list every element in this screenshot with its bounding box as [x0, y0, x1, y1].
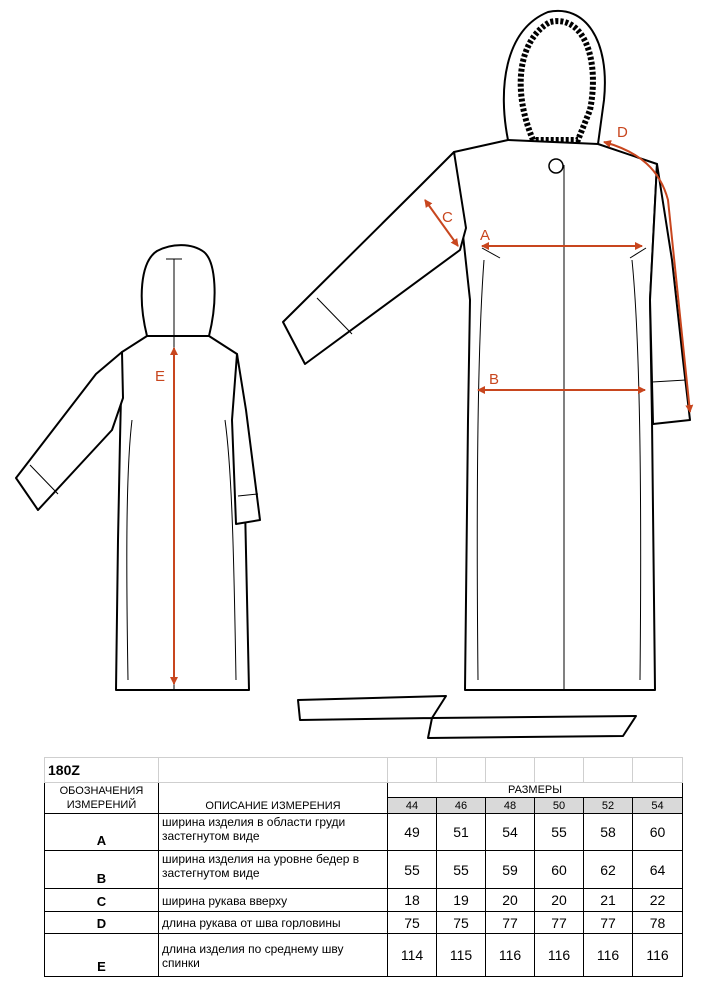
measure-value: 49 — [388, 814, 437, 851]
measure-value: 116 — [486, 934, 535, 977]
measure-description: длина изделия по среднему шву спинки — [159, 934, 388, 977]
header-description: ОПИСАНИЕ ИЗМЕРЕНИЯ — [159, 783, 388, 814]
label-a: A — [480, 227, 491, 244]
measure-description: ширина изделия в области груди застегнутом виде — [159, 814, 388, 851]
measure-value: 116 — [584, 934, 633, 977]
measure-description: ширина изделия на уровне бедер в застегнутом виде — [159, 851, 388, 889]
label-b: B — [489, 371, 500, 388]
measure-value: 55 — [535, 814, 584, 851]
table-row — [45, 851, 683, 889]
measure-value: 77 — [584, 912, 633, 934]
model-number: 180Z — [45, 758, 159, 783]
measure-value: 51 — [437, 814, 486, 851]
measure-value: 20 — [535, 889, 584, 912]
measure-description: длина рукава от шва горловины — [159, 912, 388, 934]
measure-value: 78 — [633, 912, 683, 934]
measure-value: 21 — [584, 889, 633, 912]
measure-value: 114 — [388, 934, 437, 977]
measurement-table — [44, 757, 683, 977]
measure-code: D — [45, 912, 159, 934]
header-sizes: РАЗМЕРЫ — [388, 783, 683, 798]
front-view-drawing — [283, 11, 690, 738]
measure-description: ширина рукава вверху — [159, 889, 388, 912]
header-codes: ОБОЗНАЧЕНИЯ ИЗМЕРЕНИЙ — [45, 783, 159, 814]
measure-code: C — [45, 889, 159, 912]
back-right-sleeve — [232, 354, 260, 524]
size-header: 44 — [388, 798, 437, 814]
measure-value: 116 — [535, 934, 584, 977]
measure-code: A — [45, 814, 159, 851]
size-header: 48 — [486, 798, 535, 814]
measure-value: 54 — [486, 814, 535, 851]
label-c: C — [442, 209, 453, 226]
back-body — [116, 336, 249, 690]
measure-value: 19 — [437, 889, 486, 912]
measure-value: 55 — [388, 851, 437, 889]
front-body — [454, 140, 657, 690]
table-row — [45, 814, 683, 851]
measure-value: 75 — [437, 912, 486, 934]
size-header: 52 — [584, 798, 633, 814]
measure-value: 64 — [633, 851, 683, 889]
table-row — [45, 889, 683, 912]
measure-value: 18 — [388, 889, 437, 912]
measure-value: 20 — [486, 889, 535, 912]
back-view-drawing — [16, 245, 260, 690]
size-header: 46 — [437, 798, 486, 814]
measure-code: E — [45, 934, 159, 977]
measure-value: 55 — [437, 851, 486, 889]
table-row — [45, 934, 683, 977]
front-left-sleeve — [283, 152, 466, 364]
measure-code: B — [45, 851, 159, 889]
measure-value: 62 — [584, 851, 633, 889]
table-row — [45, 912, 683, 934]
measure-value: 60 — [535, 851, 584, 889]
measure-value: 75 — [388, 912, 437, 934]
measure-value: 115 — [437, 934, 486, 977]
size-header: 50 — [535, 798, 584, 814]
back-left-sleeve — [16, 352, 123, 510]
belt — [298, 696, 636, 738]
measure-value: 116 — [633, 934, 683, 977]
measure-value: 77 — [535, 912, 584, 934]
measure-value: 60 — [633, 814, 683, 851]
measure-value: 59 — [486, 851, 535, 889]
label-e: E — [155, 368, 166, 385]
measure-value: 77 — [486, 912, 535, 934]
measure-value: 58 — [584, 814, 633, 851]
front-right-sleeve — [650, 164, 690, 424]
label-d: D — [617, 124, 628, 141]
size-header: 54 — [633, 798, 683, 814]
measure-value: 22 — [633, 889, 683, 912]
